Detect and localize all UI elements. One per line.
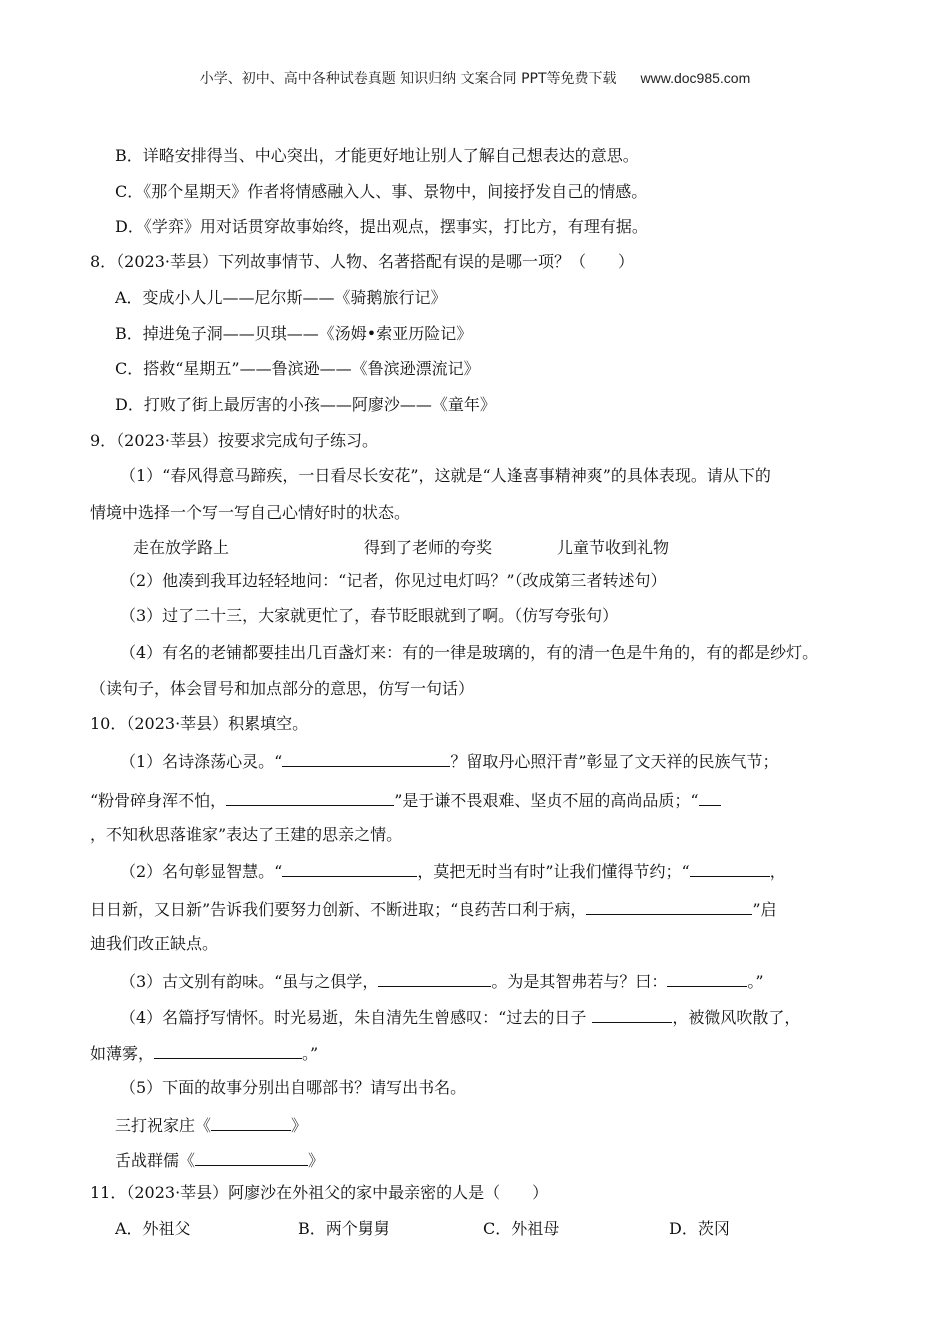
q9-part3: （3）过了二十三，大家就更忙了，春节眨眼就到了啊。（仿写夸张句） [120,606,619,625]
q10-line-7: （3）古文别有韵味。“虽与之俱学， 。为是其智弗若与？曰： 。” [120,969,764,993]
header-text: 小学、初中、高中各种试卷真题 知识归纳 文案合同 PPT等免费下载 [199,71,617,87]
answer-blank[interactable] [586,897,752,915]
answer-blank[interactable] [699,788,721,806]
q7-option-b: B．详略安排得当、中心突出，才能更好地让别人了解自己想表达的意思。 [115,146,639,165]
q10-story-1: 三打祝家庄《 》 [115,1113,307,1137]
q10-stem: 10．（2023·莘县）积累填空。 [90,714,309,733]
q10-line-2: “粉骨碎身浑不怕， ”是于谦不畏艰难、坚贞不屈的高尚品质；“ [90,788,721,812]
q10-line-3: ，不知秋思落谁家”表达了王建的思亲之情。 [90,825,403,844]
q10-line-9: 如薄雾， 。” [90,1041,318,1065]
q8-option-b: B．掉进兔子洞——贝琪——《汤姆•索亚历险记》 [115,324,473,343]
q9-option-3: 儿童节收到礼物 [557,538,670,557]
q7-option-d: D．《学弈》用对话贯穿故事始终，提出观点，摆事实，打比方，有理有据。 [115,217,648,236]
q11-option-a: A．外祖父 [115,1219,191,1238]
answer-blank[interactable] [667,969,747,987]
answer-blank[interactable] [282,749,450,767]
q10-line-6: 迪我们改正缺点。 [90,934,219,953]
header-url[interactable]: www.doc985.com [640,70,751,86]
q10-line-5: 日日新，又日新”告诉我们要努力创新、不断进取；“良药苦口利于病， ”启 [90,897,777,921]
q10-story-2: 舌战群儒《 》 [115,1148,324,1172]
q10-line-10: （5）下面的故事分别出自哪部书？请写出书名。 [120,1078,467,1097]
answer-blank[interactable] [195,1148,308,1166]
q8-option-d: D．打败了街上最厉害的小孩——阿廖沙——《童年》 [115,395,496,414]
q9-part1: （1）“春风得意马蹄疾，一日看尽长安花”，这就是“人逢喜事精神爽”的具体表现。请从下的 [120,466,771,485]
answer-blank[interactable] [154,1041,302,1059]
q10-line-8: （4）名篇抒写情怀。时光易逝，朱自清先生曾感叹：“过去的日子 ，被微风吹散了， [120,1005,800,1029]
answer-blank[interactable] [211,1113,291,1131]
q9-part4-cont: （读句子，体会冒号和加点部分的意思，仿写一句话） [90,679,475,698]
answer-blank[interactable] [282,859,417,877]
answer-blank[interactable] [226,788,394,806]
q9-part1-cont: 情境中选择一个写一写自己心情好时的状态。 [90,503,411,522]
answer-blank[interactable] [690,859,770,877]
q8-option-a: A．变成小人儿——尼尔斯——《骑鹅旅行记》 [115,288,447,307]
q9-option-1: 走在放学路上 [133,538,230,557]
answer-blank[interactable] [378,969,491,987]
q9-part4: （4）有名的老铺都要挂出几百盏灯来：有的一律是玻璃的，有的清一色是牛角的，有的都是纱灯。 [120,643,819,662]
q11-stem: 11．（2023·莘县）阿廖沙在外祖父的家中最亲密的人是（ ） [90,1183,549,1202]
q11-option-b: B．两个舅舅 [298,1219,390,1238]
q10-line-1: （1）名诗涤荡心灵。“ ？留取丹心照汗青”彰显了文天祥的民族气节； [120,749,779,773]
q9-stem: 9．（2023·莘县）按要求完成句子练习。 [90,431,378,450]
q7-option-c: C．《那个星期天》作者将情感融入人、事、景物中，间接抒发自己的情感。 [115,182,648,201]
q9-part2: （2）他凑到我耳边轻轻地问：“记者，你见过电灯吗？”（改成第三者转述句） [120,571,667,590]
q8-option-c: C．搭救“星期五”——鲁滨逊——《鲁滨逊漂流记》 [115,359,480,378]
q10-line-4: （2）名句彰显智慧。“ ，莫把无时当有时”让我们懂得节约；“ ， [120,859,786,883]
q8-stem: 8．（2023·莘县）下列故事情节、人物、名著搭配有误的是哪一项？（ ） [90,252,634,271]
page-header [0,68,950,88]
q9-option-2: 得到了老师的夸奖 [364,538,493,557]
q11-option-c: C．外祖母 [483,1219,560,1238]
q11-option-d: D．茨冈 [669,1219,730,1238]
answer-blank[interactable] [592,1005,672,1023]
